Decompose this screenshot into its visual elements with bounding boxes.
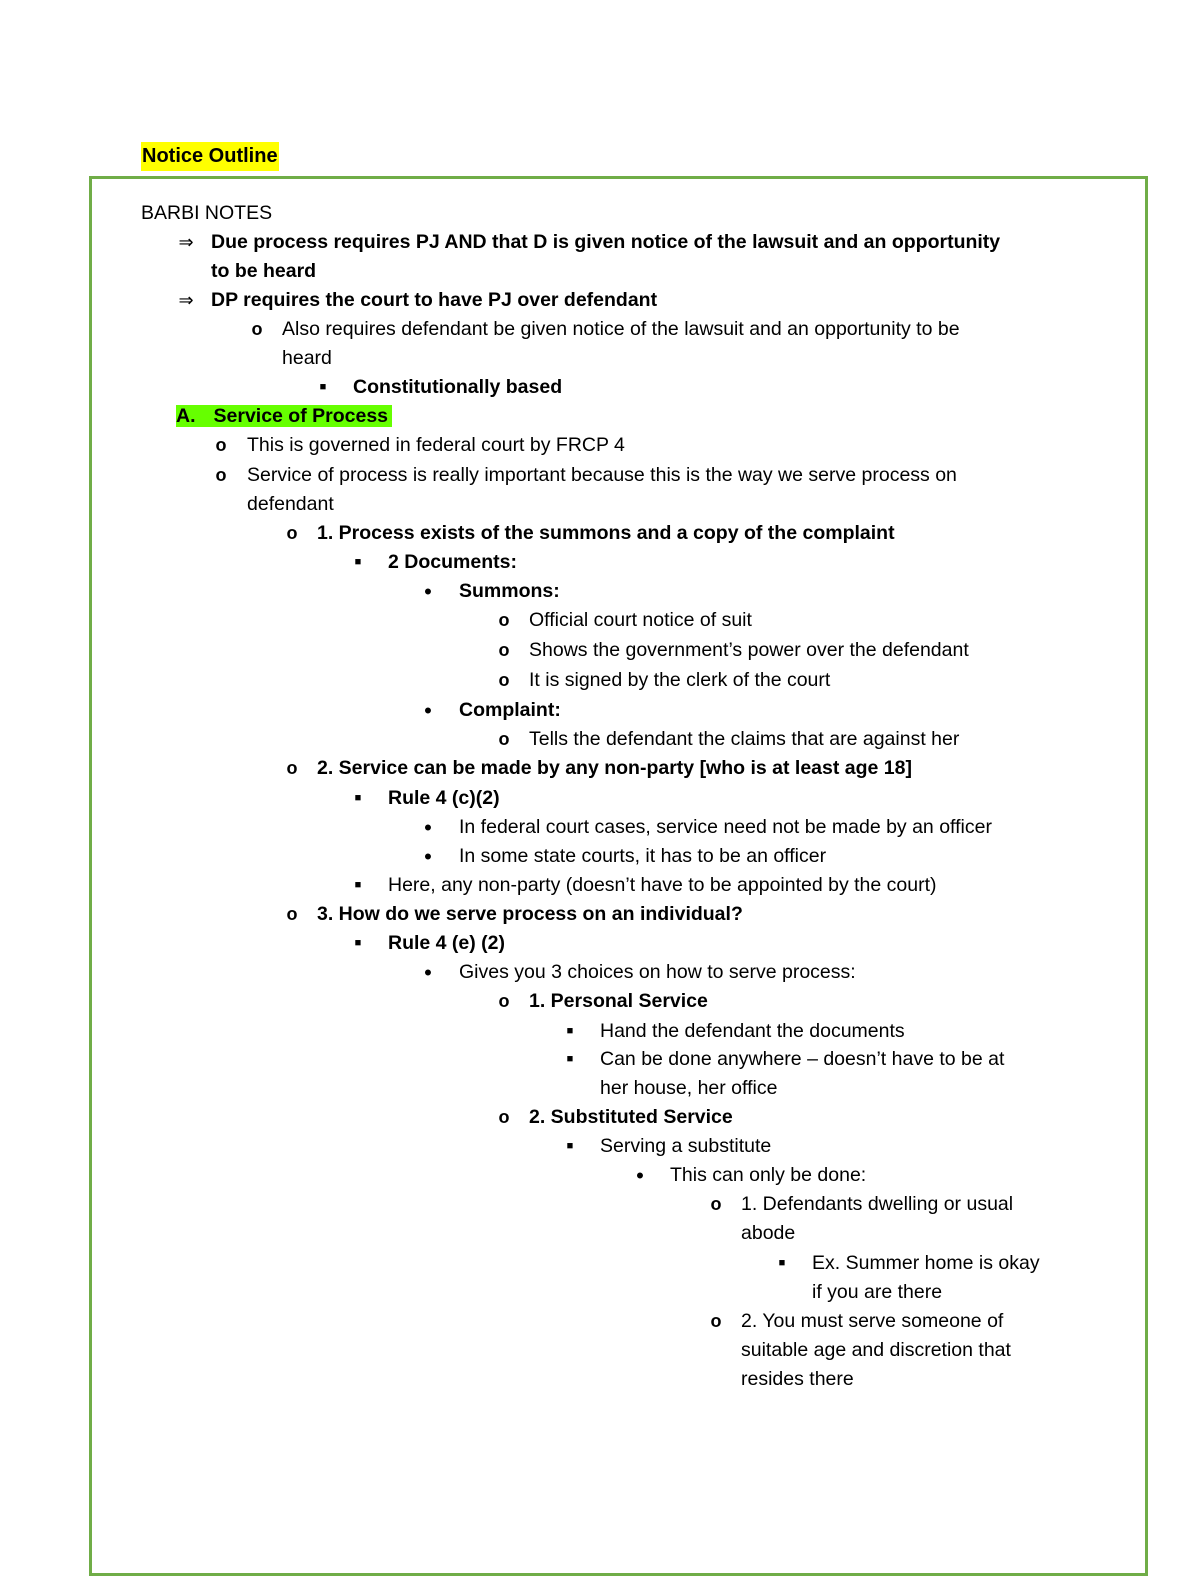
section-a-heading [176, 402, 392, 431]
outline-item: 2. Service can be made by any non-party [who is at least age 18] [317, 757, 912, 779]
outline-item: Service of process is really important because this is the way we serve process on [247, 464, 957, 486]
outline-item: Due process requires PJ AND that D is given notice of the lawsuit and an opportunity [211, 231, 1001, 253]
outline-item: Gives you 3 choices on how to serve process: [459, 961, 856, 983]
outline-item-continued: abode [741, 1222, 796, 1244]
outline-item: 2. Substituted Service [529, 1106, 733, 1128]
square-bullet-icon: ■ [319, 381, 327, 393]
circle-bullet-icon: o [215, 435, 227, 455]
outline-item-continued: resides there [741, 1368, 854, 1390]
square-bullet-icon: ■ [566, 1140, 574, 1152]
outline-item: Rule 4 (e) (2) [388, 932, 506, 954]
square-bullet-icon: ■ [354, 556, 362, 568]
square-bullet-icon: ■ [354, 879, 362, 891]
outline-item: 2. You must serve someone of [741, 1310, 1004, 1332]
outline-item: 3. How do we serve process on an individual? [317, 903, 743, 925]
outline-item-continued: heard [282, 347, 332, 369]
circle-bullet-icon: o [251, 319, 263, 339]
dot-bullet-icon: • [424, 815, 432, 840]
outline-item: 2 Documents: [388, 551, 517, 573]
circle-bullet-icon: o [498, 610, 510, 630]
outline-item: Official court notice of suit [529, 609, 752, 631]
outline-item: In federal court cases, service need not be made by an officer [459, 816, 992, 838]
outline-item-continued: suitable age and discretion that [741, 1339, 1011, 1361]
outline-item: Serving a substitute [600, 1135, 772, 1157]
circle-bullet-icon: o [215, 465, 227, 485]
arrow-bullet-icon: ⇒ [178, 290, 194, 310]
outline-item-continued: defendant [247, 493, 334, 515]
document-title: Notice Outline [141, 142, 279, 171]
square-bullet-icon: ■ [354, 792, 362, 804]
outline-item: Tells the defendant the claims that are against her [529, 728, 960, 750]
outline-item: 1. Defendants dwelling or usual [741, 1193, 1014, 1215]
square-bullet-icon: ■ [566, 1053, 574, 1065]
notes-header: BARBI NOTES [141, 202, 273, 224]
outline-item: 1. Personal Service [529, 990, 708, 1012]
outline-item-continued: her house, her office [600, 1077, 778, 1099]
outline-item: Here, any non-party (doesn’t have to be appointed by the court) [388, 874, 937, 896]
outline-item: Rule 4 (c)(2) [388, 787, 500, 809]
square-bullet-icon: ■ [778, 1257, 786, 1269]
outline-item: This can only be done: [670, 1164, 867, 1186]
outline-item: 1. Process exists of the summons and a copy of the complaint [317, 522, 895, 544]
section-a-title: Service of Process [200, 405, 393, 427]
outline-item: Summons: [459, 580, 560, 602]
circle-bullet-icon: o [710, 1311, 722, 1331]
outline-item-continued: if you are there [812, 1281, 943, 1303]
dot-bullet-icon: • [424, 960, 432, 985]
circle-bullet-icon: o [498, 670, 510, 690]
dot-bullet-icon: • [424, 698, 432, 723]
circle-bullet-icon: o [498, 729, 510, 749]
circle-bullet-icon: o [286, 758, 298, 778]
circle-bullet-icon: o [498, 991, 510, 1011]
arrow-bullet-icon: ⇒ [178, 232, 194, 252]
outline-item: In some state courts, it has to be an officer [459, 845, 827, 867]
outline-item: It is signed by the clerk of the court [529, 669, 831, 691]
outline-item-continued: to be heard [211, 260, 317, 282]
circle-bullet-icon: o [498, 1107, 510, 1127]
outline-item: Shows the government’s power over the defendant [529, 639, 969, 661]
outline-item: Can be done anywhere – doesn’t have to be at [600, 1048, 1005, 1070]
outline-item: Complaint: [459, 699, 561, 721]
circle-bullet-icon: o [286, 904, 298, 924]
dot-bullet-icon: • [424, 844, 432, 869]
outline-item: Constitutionally based [353, 376, 563, 398]
circle-bullet-icon: o [710, 1194, 722, 1214]
square-bullet-icon: ■ [354, 937, 362, 949]
outline-item: This is governed in federal court by FRCP 4 [247, 434, 625, 456]
circle-bullet-icon: o [498, 640, 510, 660]
outline-item: DP requires the court to have PJ over defendant [211, 289, 658, 311]
section-a-marker: A. [176, 405, 200, 427]
dot-bullet-icon: • [636, 1163, 644, 1188]
circle-bullet-icon: o [286, 523, 298, 543]
outline-item: Also requires defendant be given notice of the lawsuit and an opportunity to be [282, 318, 960, 340]
outline-item: Ex. Summer home is okay [812, 1252, 1040, 1274]
outline-item: Hand the defendant the documents [600, 1020, 905, 1042]
square-bullet-icon: ■ [566, 1025, 574, 1037]
dot-bullet-icon: • [424, 579, 432, 604]
